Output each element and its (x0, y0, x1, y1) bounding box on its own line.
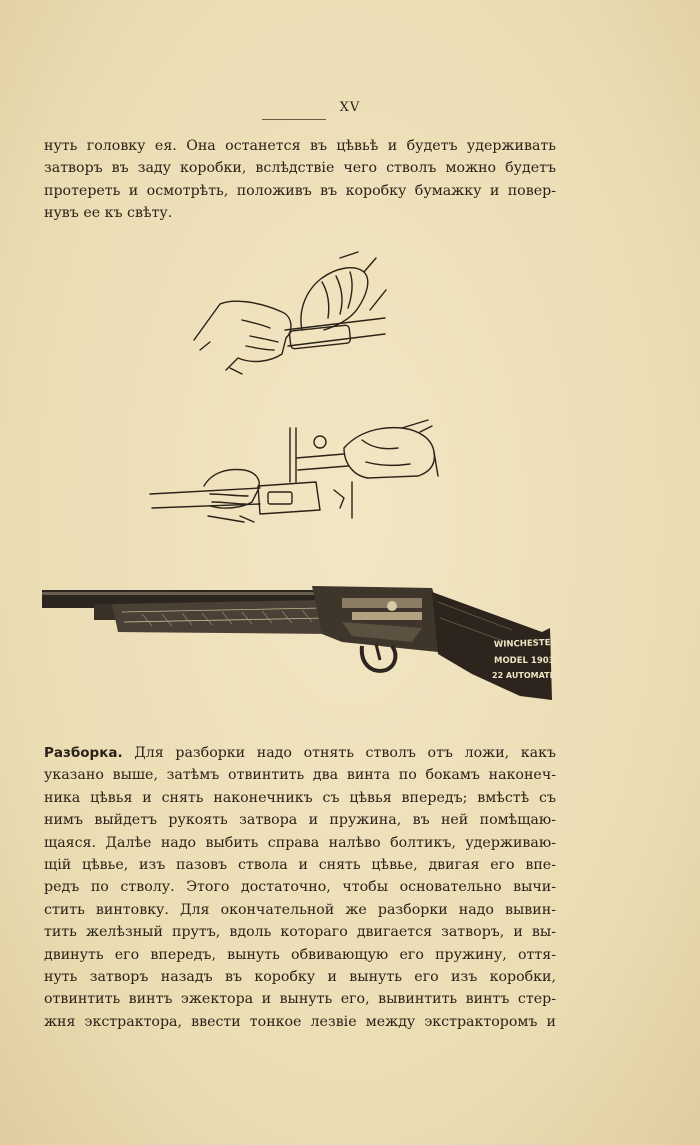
hands-illustration-top (190, 250, 390, 380)
text-line: редъ по стволу. Этого достаточно, чтобы основательно вычи- (44, 879, 556, 896)
text-line: нуть головку ея. Она останется въ цѣвьѣ и будетъ удерживать (44, 138, 556, 154)
rifle-cutaway-illustration (42, 582, 559, 702)
page-number: XV (339, 100, 361, 115)
engraving-caliber: 22 AUTOMATIC (492, 671, 559, 680)
text-line: жня экстрактора, ввести тонкое лезвіе между экстракторомъ и (44, 1013, 556, 1030)
heading-line-rest: Для разборки надо отнять стволъ отъ ложи, какъ (134, 745, 556, 761)
text-line: ника цѣвья и снять наконечникъ съ цѣвья впередъ; вмѣстѣ съ (44, 789, 556, 806)
text-line: стить винтовку. Для окончательной же разборки надо вывин- (44, 901, 556, 918)
section-heading: Разборка. (44, 745, 123, 761)
disassembly-paragraph (44, 742, 556, 1033)
text-line: указано выше, затѣмъ отвинтить два винта по бокамъ наконеч- (44, 767, 556, 784)
text-line: нимъ выйдетъ рукоять затвора и пружина, въ ней помѣщаю- (44, 812, 556, 829)
text-line-first (44, 742, 556, 764)
text-line: щаяся. Далѣе надо выбить справа налѣво болтикъ, удерживаю- (44, 834, 556, 851)
text-line: затворъ въ заду коробки, вслѣдствіе чего стволъ можно будетъ (44, 160, 556, 177)
engraving-winchester: WINCHESTER (493, 637, 558, 650)
engraving-model: MODEL 1903 (494, 656, 555, 666)
text-line: тить желѣзный прутъ, вдоль котораго двигается затворъ, и вы- (44, 924, 556, 941)
text-line: щій цѣвье, изъ пазовъ ствола и снять цѣвье, двигая его впе- (44, 857, 556, 874)
text-line: отвинтить винтъ эжектора и вынуть его, вывинтить винтъ стер- (44, 991, 556, 1008)
text-line: протереть и осмотрѣть, положивъ въ коробку бумажку и повер- (44, 182, 556, 199)
text-line: нувъ ее къ свѣту. (44, 205, 173, 222)
top-paragraph (44, 135, 556, 225)
text-line: нуть затворъ назадъ въ коробку и вынуть его изъ коробки, (44, 969, 556, 986)
hands-illustration-middle (148, 418, 448, 528)
text-line: двинуть его впередъ, вынуть обвивающую его пружину, оття- (44, 946, 556, 963)
page-number-rule (262, 119, 326, 120)
